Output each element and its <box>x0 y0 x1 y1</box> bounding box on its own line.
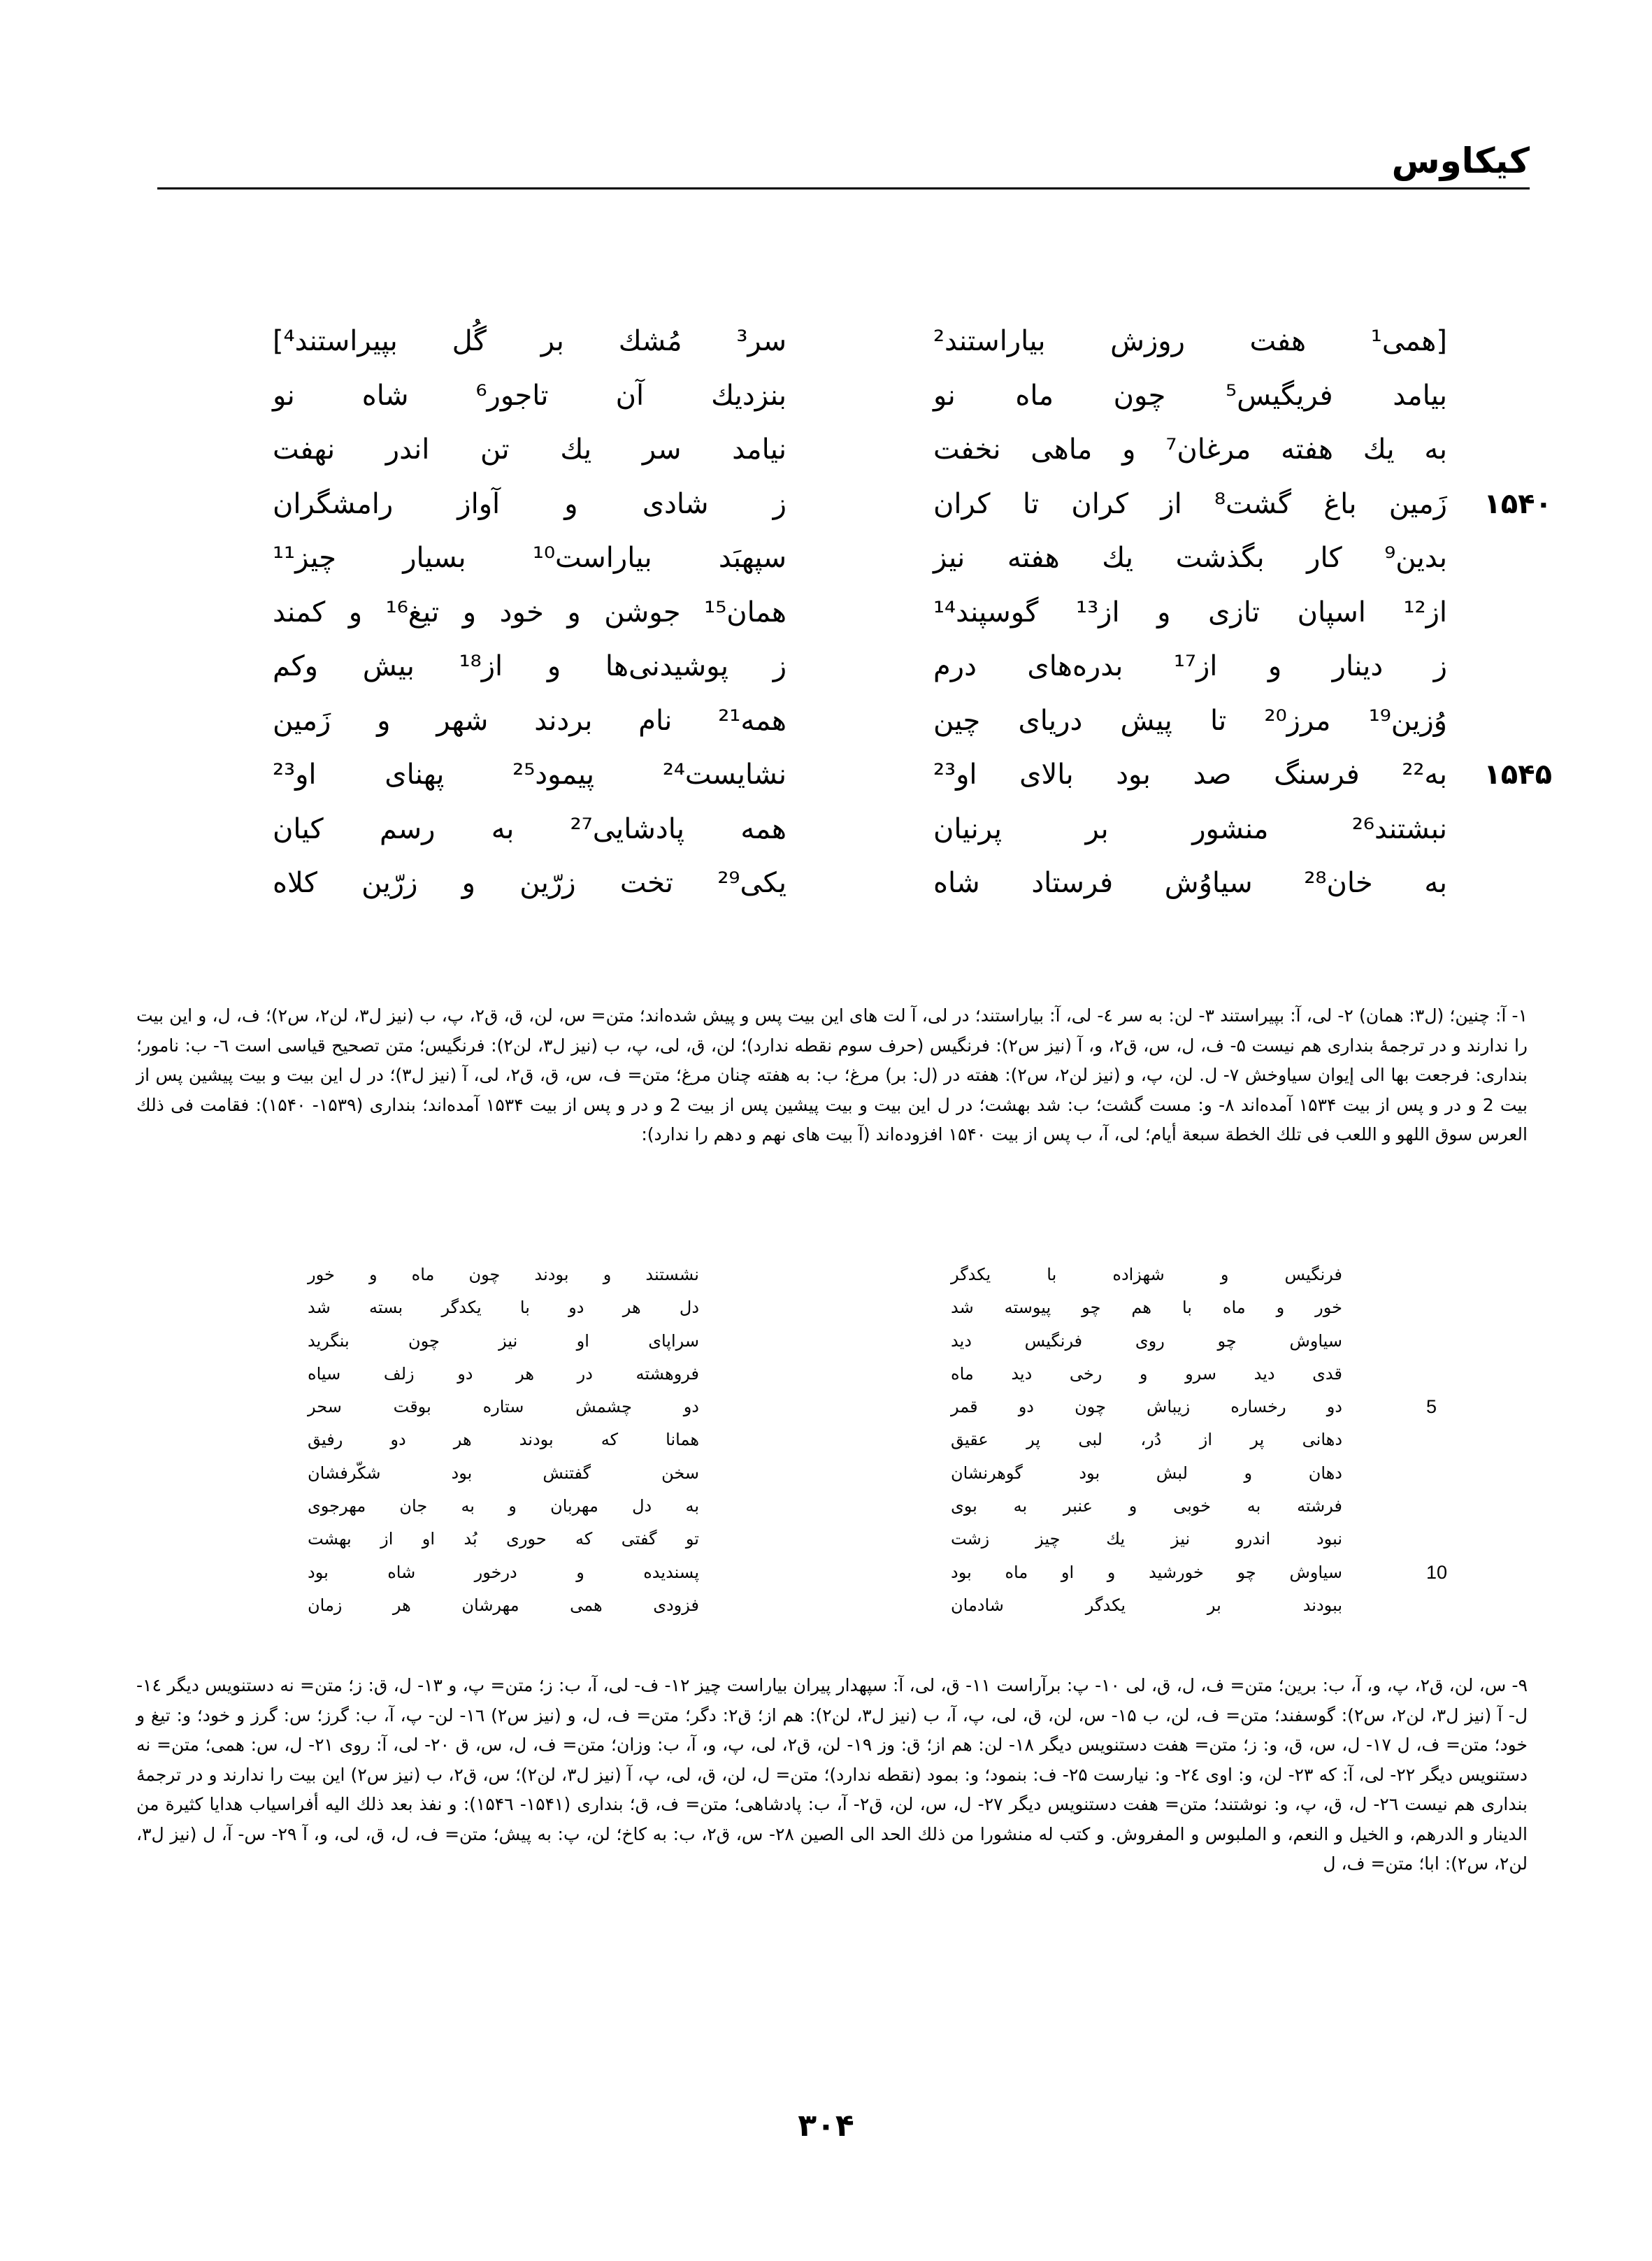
verse-row <box>259 315 1552 369</box>
hemistich-first: نبشتند²⁶ منشور بر پرنیان <box>933 812 1447 845</box>
inserted-verse-row <box>294 1358 1468 1391</box>
verse-row <box>259 369 1552 424</box>
inserted-hemistich-second: نشستند و بودند چون ماه و خور <box>308 1265 699 1284</box>
inserted-hemistich-second: پسندیده و درخور شاه بود <box>308 1562 699 1582</box>
hemistich-second: نیامد سر یك تن اندر نهفت <box>273 433 787 466</box>
inserted-hemistich-first: دهانی پر از دُر، لبی پر عقیق <box>951 1430 1342 1450</box>
inserted-verse-number: 10 <box>1426 1561 1448 1583</box>
hemistich-second: همه²¹ نام بردند شهر و زَمین <box>273 704 787 737</box>
inserted-verse-row <box>294 1391 1468 1423</box>
header-rule <box>157 187 1530 189</box>
hemistich-first: به خان²⁸ سیاوُش فرستاد شاه <box>933 867 1447 899</box>
verse-row <box>259 748 1552 803</box>
inserted-hemistich-first: فرنگیس و شهزاده با یکدگر <box>951 1265 1342 1284</box>
inserted-hemistich-second: فزودی همی مهرشان هر زمان <box>308 1595 699 1615</box>
inserted-hemistich-first: سیاوش چو خورشید و او ماه بود <box>951 1562 1342 1582</box>
hemistich-second: نشایست²⁴ پیمود²⁵ پهنای او²³ <box>273 759 787 791</box>
hemistich-first: به²² فرسنگ صد بود بالای او²³ <box>933 759 1447 791</box>
verse-row <box>259 478 1552 532</box>
critical-apparatus-top <box>136 1001 1528 1150</box>
hemistich-first: بیامد فریگیس⁵ چون ماه نو <box>933 379 1447 412</box>
inserted-verse-row <box>294 1523 1468 1556</box>
apparatus-notes-9-29: ۹- س، لن، ق۲، پ، و، آ، ب: برین؛ متن= ف، ل، ق، لی ۱۰- پ: برآراست ۱۱- ق، لی، آ: سپهدار پیران بیاراست چیز ۱۲- ف- لی، آ، ب: ز؛ متن= پ، و ۱۳- ل، ق: ز؛ متن= نه دستنویس دیگر ١٤- ل- آ (نیز ل۳، لن۲، س۲): گوسفند؛ متن= ف، لن، ب ۱۵- س، لن، ق، لی، پ، آ، ب (نیز ل۳، لن۲): هم از؛ ق۲: دگر؛ متن= ف، ل، و (نیز س۲) ۱٦- لن- پ، آ، ب: گرز؛ س: گرز و خود؛ و: تیغ و خود؛ متن= ف، ل ۱۷- ل، س، ق، و: ز؛ متن= هفت دستنویس دیگر ۱۸- لن: هم از؛ ق: وز ۱۹- لن، ق۲، لی، پ، و، آ، ب: وزان؛ متن= ف، ل، س، ق ۲۰- لی، آ: روی ۲۱- ل، س: همی؛ متن= نه دستنویس دیگر ۲۲- لی، آ: که ۲۳- لن، و: اوی ۲٤- و: نیارست ۲۵- ف: بنمود؛ و: بمود (نقطه ندارد)؛ متن= ل، لن، ق، لی، پ، آ (نیز ل۳، لن۲)؛ س، ق۲، ب (نیز س۲) این بیت را ندارند و در ترجمهٔ بنداری هم نیست ۲٦- ل، ق، پ، و: نوشتند؛ متن= هفت دستنویس دیگر ۲۷- ل، س، لن، ق۲- آ، ب: پادشاهی؛ متن= ف، ق؛ بنداری (۱۵۴۱- ۱۵۴٦): و نفذ بعد ذلك الیه أفراسیاب هدایا کثیرة من الدینار و الدرهم، و الخیل و النعم، و الملبوس و المفروش. و کتب له منشورا من ذلك الحد الی الصین ۲۸- س، ق۲، ب: به کاخ؛ لن، پ: به پیش؛ متن= ف، ل، ق، لی، و، آ ۲۹- س- آ، ل (نیز ل۳، لن۲، س۲): ابا؛ متن= ف، ل <box>136 1675 1528 1874</box>
verse-row <box>259 423 1552 478</box>
main-verses <box>259 315 1552 911</box>
inserted-hemistich-first: ببودند بر یکدگر شادمان <box>951 1595 1342 1615</box>
inserted-hemistich-first: قدی دید سرو و رخی دید ماه <box>951 1363 1342 1384</box>
verse-row <box>259 640 1552 694</box>
inserted-verse-row <box>294 1589 1468 1622</box>
inserted-verse-row <box>294 1457 1468 1490</box>
inserted-hemistich-first: سیاوش چو روی فرنگیس دید <box>951 1330 1342 1351</box>
critical-apparatus-bottom <box>136 1671 1528 1879</box>
apparatus-notes-1-8: ۱- آ: چنین؛ (ل۳: همان) ۲- لی، آ: بپیراستند ۳- لن: به سر ٤- لی، آ: بیاراستند؛ در لی، آ لت های این بیت پس و پیش شده‌اند؛ متن= س، لن، ق، ق۲، پ، ب (نیز ل۳، لن۲، س۲)؛ ف، ل، و این بیت را ندارند و در ترجمهٔ بنداری هم نیست ۵- ف، ل، س، ق۲، و، آ (نیز س۲): فرنگیس (حرف سوم نقطه ندارد)؛ لن، ق، لی، پ، ب (نیز ل۳، لن۲): فرنگیس؛ متن تصحیح قیاسی است ٦- ب: نامور؛ بنداری: فرجعت بها الی إیوان سیاوخش ۷- ل. لن، پ، و (نیز لن۲، س۲): هفته در (ل: بر) مرغ؛ ب: به هفته چنان مرغ؛ متن= ف، س، ق، ق۲، لی، آ (نیز ل۳)؛ در ل این بیت و بیت پیشین پس از بیت 2 و در و پس از بیت ۱۵۳۴ آمده‌اند ۸- و: مست گشت؛ ب: شد بهشت؛ در ل این بیت و بیت پیشین پس از بیت 2 و در و پس از بیت ۱۵۳۴ آمده‌اند؛ بنداری (۱۵۳۹- ۱۵۴۰): فقامت فی ذلك العرس سوق اللهو و اللعب فی تلك الخطة سبعة أیام؛ لی، آ، ب پس از بیت ۱۵۴۰ افزوده‌اند (آ بیت های نهم و دهم را ندارد): <box>136 1005 1528 1144</box>
inserted-hemistich-second: دل هر دو با یکدگر بسته شد <box>308 1298 699 1318</box>
hemistich-first: وُزین¹⁹ مرز²⁰ تا پیش دریای چین <box>933 704 1447 737</box>
hemistich-second: ز پوشیدنی‌ها و از¹⁸ بیش وکم <box>273 650 787 682</box>
verse-row <box>259 856 1552 911</box>
hemistich-second: سپهبَد بیاراست¹⁰ بسیار چیز¹¹ <box>273 542 787 574</box>
inserted-hemistich-second: سراپای او نیز چون بنگرید <box>308 1330 699 1351</box>
inserted-hemistich-first: نبود اندرو نیز یك چیز زشت <box>951 1529 1342 1549</box>
hemistich-first: زَمین باغ گشت⁸ از کران تا کران <box>933 487 1447 520</box>
inserted-hemistich-first: فرشته به خوبی و عنبر به بوی <box>951 1496 1342 1516</box>
verse-row <box>259 803 1552 857</box>
inserted-hemistich-second: به دل مهربان و به جان مهرجوی <box>308 1496 699 1516</box>
hemistich-first: [همی¹ هفت روزش بیاراستند² <box>933 325 1447 357</box>
inserted-hemistich-first: دو رخساره زیباش چون دو قمر <box>951 1397 1342 1417</box>
hemistich-first: بدین⁹ کار بگذشت یك هفته نیز <box>933 542 1447 574</box>
inserted-verse-row <box>294 1490 1468 1523</box>
inserted-hemistich-first: خور و ماه با هم چو پیوسته شد <box>951 1298 1342 1318</box>
inserted-hemistich-second: دو چشمش ستاره بوقت سحر <box>308 1397 699 1417</box>
inserted-verse-row <box>294 1325 1468 1358</box>
verse-number: ۱۵۴۵ <box>1484 759 1552 791</box>
hemistich-first: از¹² اسپان تازی و از¹³ گوسپند¹⁴ <box>933 596 1448 629</box>
page-number: ۳۰۴ <box>798 2108 854 2144</box>
hemistich-second: همه پادشایی²⁷ به رسم کیان <box>273 812 787 845</box>
verse-row <box>259 531 1552 586</box>
running-title: کیکاوس <box>1391 141 1530 181</box>
inserted-verse-row <box>294 1258 1468 1291</box>
inserted-hemistich-second: همانا که بودند هر دو رفیق <box>308 1430 699 1450</box>
inserted-hemistich-second: سخن گفتنش بود شکّرفشان <box>308 1463 699 1483</box>
verse-number: ۱۵۴۰ <box>1484 487 1552 520</box>
inserted-verse-number: 5 <box>1426 1396 1437 1418</box>
hemistich-second: بنزدیك آن تاجور⁶ شاه نو <box>273 379 787 412</box>
hemistich-second: یکی²⁹ تخت زرّین و زرّین کلاه <box>273 867 787 899</box>
inserted-hemistich-second: تو گفتی که حوری بُد او از بهشت <box>308 1529 699 1549</box>
inserted-verse-row <box>294 1291 1468 1324</box>
verse-row <box>259 694 1552 749</box>
hemistich-first: ز دینار و از¹⁷ بدره‌های درم <box>933 650 1447 682</box>
inserted-hemistich-first: دهان و لبش بود گوهرنشان <box>951 1463 1342 1483</box>
hemistich-second: سر³ مُشك بر گُل بپیراستند⁴] <box>273 325 787 357</box>
hemistich-second: همان¹⁵ جوشن و خود و تیغ¹⁶ و کمند <box>273 596 787 629</box>
inserted-hemistich-second: فروهشته در هر دو زلف سیاه <box>308 1363 699 1384</box>
inserted-verses-block <box>294 1258 1468 1622</box>
hemistich-first: به یك هفته مرغان⁷ و ماهی نخفت <box>933 433 1447 466</box>
hemistich-second: ز شادی و آواز رامشگران <box>273 487 787 520</box>
inserted-verse-row <box>294 1423 1468 1456</box>
inserted-verse-row <box>294 1556 1468 1589</box>
verse-row <box>259 586 1552 640</box>
